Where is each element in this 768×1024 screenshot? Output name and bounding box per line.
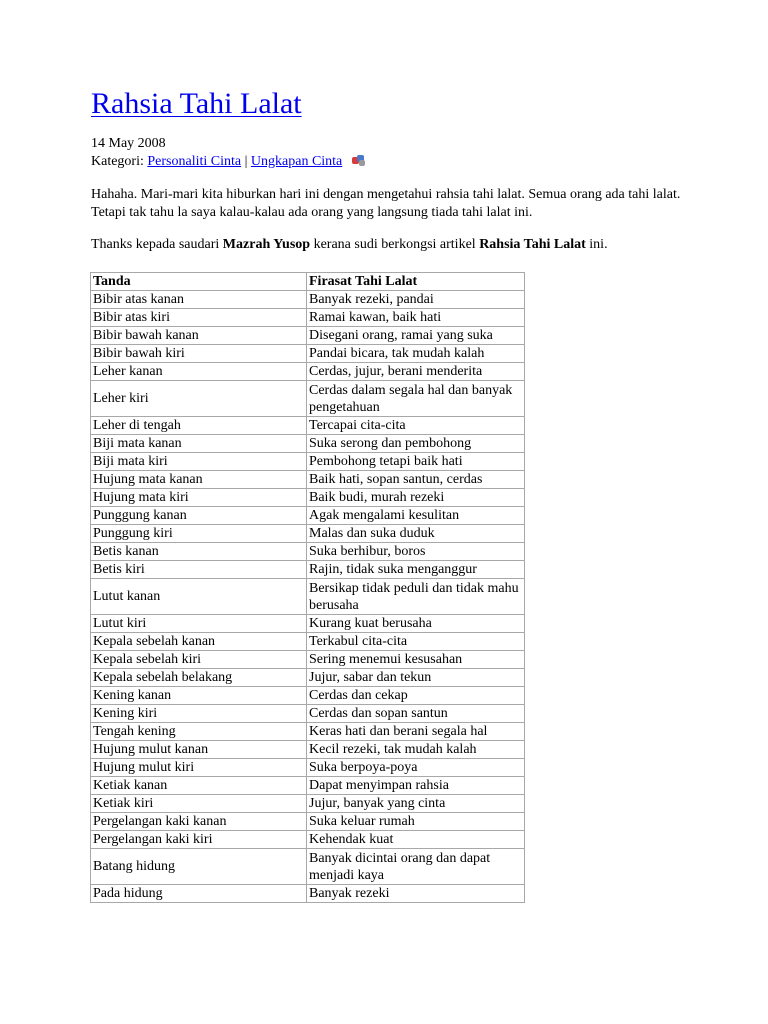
- cell-firasat: Sering menemui kesusahan: [307, 651, 525, 669]
- category-line: [91, 153, 366, 171]
- table-row: [91, 831, 525, 849]
- cell-tanda: Leher di tengah: [91, 417, 307, 435]
- firasat-table: [90, 272, 525, 903]
- header-firasat: Firasat Tahi Lalat: [307, 273, 525, 291]
- cell-tanda: Hujung mulut kanan: [91, 741, 307, 759]
- cell-tanda: Ketiak kanan: [91, 777, 307, 795]
- table-row: [91, 813, 525, 831]
- cell-tanda: Bibir atas kiri: [91, 309, 307, 327]
- cell-firasat: Suka berpoya-poya: [307, 759, 525, 777]
- table-body: [91, 291, 525, 903]
- cell-firasat: Keras hati dan berani segala hal: [307, 723, 525, 741]
- post-date: 14 May 2008: [91, 136, 166, 151]
- cell-firasat: Suka keluar rumah: [307, 813, 525, 831]
- table-row: [91, 795, 525, 813]
- cell-tanda: Punggung kiri: [91, 525, 307, 543]
- table-row: [91, 741, 525, 759]
- cell-tanda: Ketiak kiri: [91, 795, 307, 813]
- thanks-author: Mazrah Yusop: [222, 237, 311, 252]
- table-row: [91, 705, 525, 723]
- cell-tanda: Leher kiri: [91, 381, 307, 417]
- cell-firasat: Banyak rezeki, pandai: [307, 291, 525, 309]
- cell-firasat: Cerdas, jujur, berani menderita: [307, 363, 525, 381]
- cell-tanda: Tengah kening: [91, 723, 307, 741]
- cell-tanda: Hujung mata kiri: [91, 489, 307, 507]
- cell-firasat: Dapat menyimpan rahsia: [307, 777, 525, 795]
- cell-tanda: Hujung mulut kiri: [91, 759, 307, 777]
- cell-firasat: Banyak dicintai orang dan dapat menjadi kaya: [307, 849, 525, 885]
- cell-firasat: Agak mengalami kesulitan: [307, 507, 525, 525]
- cell-tanda: Pergelangan kaki kanan: [91, 813, 307, 831]
- category-link-ungkapan-cinta[interactable]: Ungkapan Cinta: [250, 154, 343, 169]
- cell-firasat: Suka serong dan pembohong: [307, 435, 525, 453]
- title-link[interactable]: Rahsia Tahi Lalat: [91, 87, 302, 120]
- header-tanda: Tanda: [91, 273, 307, 291]
- table-row: [91, 651, 525, 669]
- table-row: [91, 507, 525, 525]
- category-separator: |: [244, 154, 248, 169]
- cell-firasat: Baik budi, murah rezeki: [307, 489, 525, 507]
- cell-tanda: Pada hidung: [91, 885, 307, 903]
- thanks-prefix: Thanks kepada saudari: [91, 237, 223, 252]
- cell-firasat: Jujur, banyak yang cinta: [307, 795, 525, 813]
- table-row: [91, 345, 525, 363]
- cell-firasat: Kehendak kuat: [307, 831, 525, 849]
- table-row: [91, 759, 525, 777]
- cell-tanda: Kening kiri: [91, 705, 307, 723]
- table-row: [91, 561, 525, 579]
- cell-tanda: Bibir bawah kanan: [91, 327, 307, 345]
- thanks-middle: kerana sudi berkongsi artikel: [310, 237, 480, 252]
- cell-firasat: Malas dan suka duduk: [307, 525, 525, 543]
- table-row: [91, 525, 525, 543]
- category-label: Kategori:: [91, 154, 144, 169]
- intro-paragraph: Hahaha. Mari-mari kita hiburkan hari ini dengan mengetahui rahsia tahi lalat. Semua orang ada tahi lalat. Tetapi tak tahu la saya kalau-kalau ada orang yang langsung tiada tahi lalat ini.: [91, 187, 681, 220]
- cell-tanda: Kepala sebelah kanan: [91, 633, 307, 651]
- table-row: [91, 381, 525, 417]
- thanks-paragraph: [91, 236, 681, 254]
- cell-tanda: Kening kanan: [91, 687, 307, 705]
- table-row: [91, 723, 525, 741]
- cell-firasat: Pembohong tetapi baik hati: [307, 453, 525, 471]
- table-row: [91, 489, 525, 507]
- cell-tanda: Kepala sebelah kiri: [91, 651, 307, 669]
- cell-firasat: Jujur, sabar dan tekun: [307, 669, 525, 687]
- table-row: [91, 309, 525, 327]
- cell-firasat: Cerdas dan cekap: [307, 687, 525, 705]
- table-row: [91, 669, 525, 687]
- thanks-article: Rahsia Tahi Lalat: [479, 237, 586, 252]
- table-row: [91, 579, 525, 615]
- cell-firasat: Ramai kawan, baik hati: [307, 309, 525, 327]
- cell-tanda: Pergelangan kaki kiri: [91, 831, 307, 849]
- cell-tanda: Betis kanan: [91, 543, 307, 561]
- cell-tanda: Lutut kiri: [91, 615, 307, 633]
- cell-tanda: Bibir atas kanan: [91, 291, 307, 309]
- cell-firasat: Cerdas dalam segala hal dan banyak pengetahuan: [307, 381, 525, 417]
- table-row: [91, 615, 525, 633]
- table-row: [91, 453, 525, 471]
- table-header-row: [91, 273, 525, 291]
- table-row: [91, 417, 525, 435]
- post-meta: [91, 135, 366, 171]
- cell-tanda: Biji mata kiri: [91, 453, 307, 471]
- cell-firasat: Baik hati, sopan santun, cerdas: [307, 471, 525, 489]
- share-icon[interactable]: [352, 155, 366, 166]
- cell-firasat: Rajin, tidak suka menganggur: [307, 561, 525, 579]
- table-row: [91, 471, 525, 489]
- cell-firasat: Tercapai cita-cita: [307, 417, 525, 435]
- table-row: [91, 327, 525, 345]
- cell-tanda: Batang hidung: [91, 849, 307, 885]
- table-row: [91, 885, 525, 903]
- page-title: [91, 84, 302, 124]
- table-row: [91, 363, 525, 381]
- cell-firasat: Disegani orang, ramai yang suka: [307, 327, 525, 345]
- cell-tanda: Hujung mata kanan: [91, 471, 307, 489]
- cell-tanda: Punggung kanan: [91, 507, 307, 525]
- cell-firasat: Pandai bicara, tak mudah kalah: [307, 345, 525, 363]
- cell-tanda: Bibir bawah kiri: [91, 345, 307, 363]
- cell-firasat: Kecil rezeki, tak mudah kalah: [307, 741, 525, 759]
- table-row: [91, 849, 525, 885]
- category-link-personaliti-cinta[interactable]: Personaliti Cinta: [147, 154, 242, 169]
- cell-firasat: Terkabul cita-cita: [307, 633, 525, 651]
- table-row: [91, 777, 525, 795]
- cell-firasat: Kurang kuat berusaha: [307, 615, 525, 633]
- cell-firasat: Suka berhibur, boros: [307, 543, 525, 561]
- cell-firasat: Cerdas dan sopan santun: [307, 705, 525, 723]
- cell-tanda: Betis kiri: [91, 561, 307, 579]
- table-row: [91, 291, 525, 309]
- cell-tanda: Leher kanan: [91, 363, 307, 381]
- table-row: [91, 687, 525, 705]
- cell-firasat: Bersikap tidak peduli dan tidak mahu berusaha: [307, 579, 525, 615]
- cell-tanda: Biji mata kanan: [91, 435, 307, 453]
- cell-firasat: Banyak rezeki: [307, 885, 525, 903]
- table-row: [91, 435, 525, 453]
- table-row: [91, 543, 525, 561]
- thanks-suffix: ini.: [585, 237, 608, 252]
- cell-tanda: Lutut kanan: [91, 579, 307, 615]
- cell-tanda: Kepala sebelah belakang: [91, 669, 307, 687]
- table-row: [91, 633, 525, 651]
